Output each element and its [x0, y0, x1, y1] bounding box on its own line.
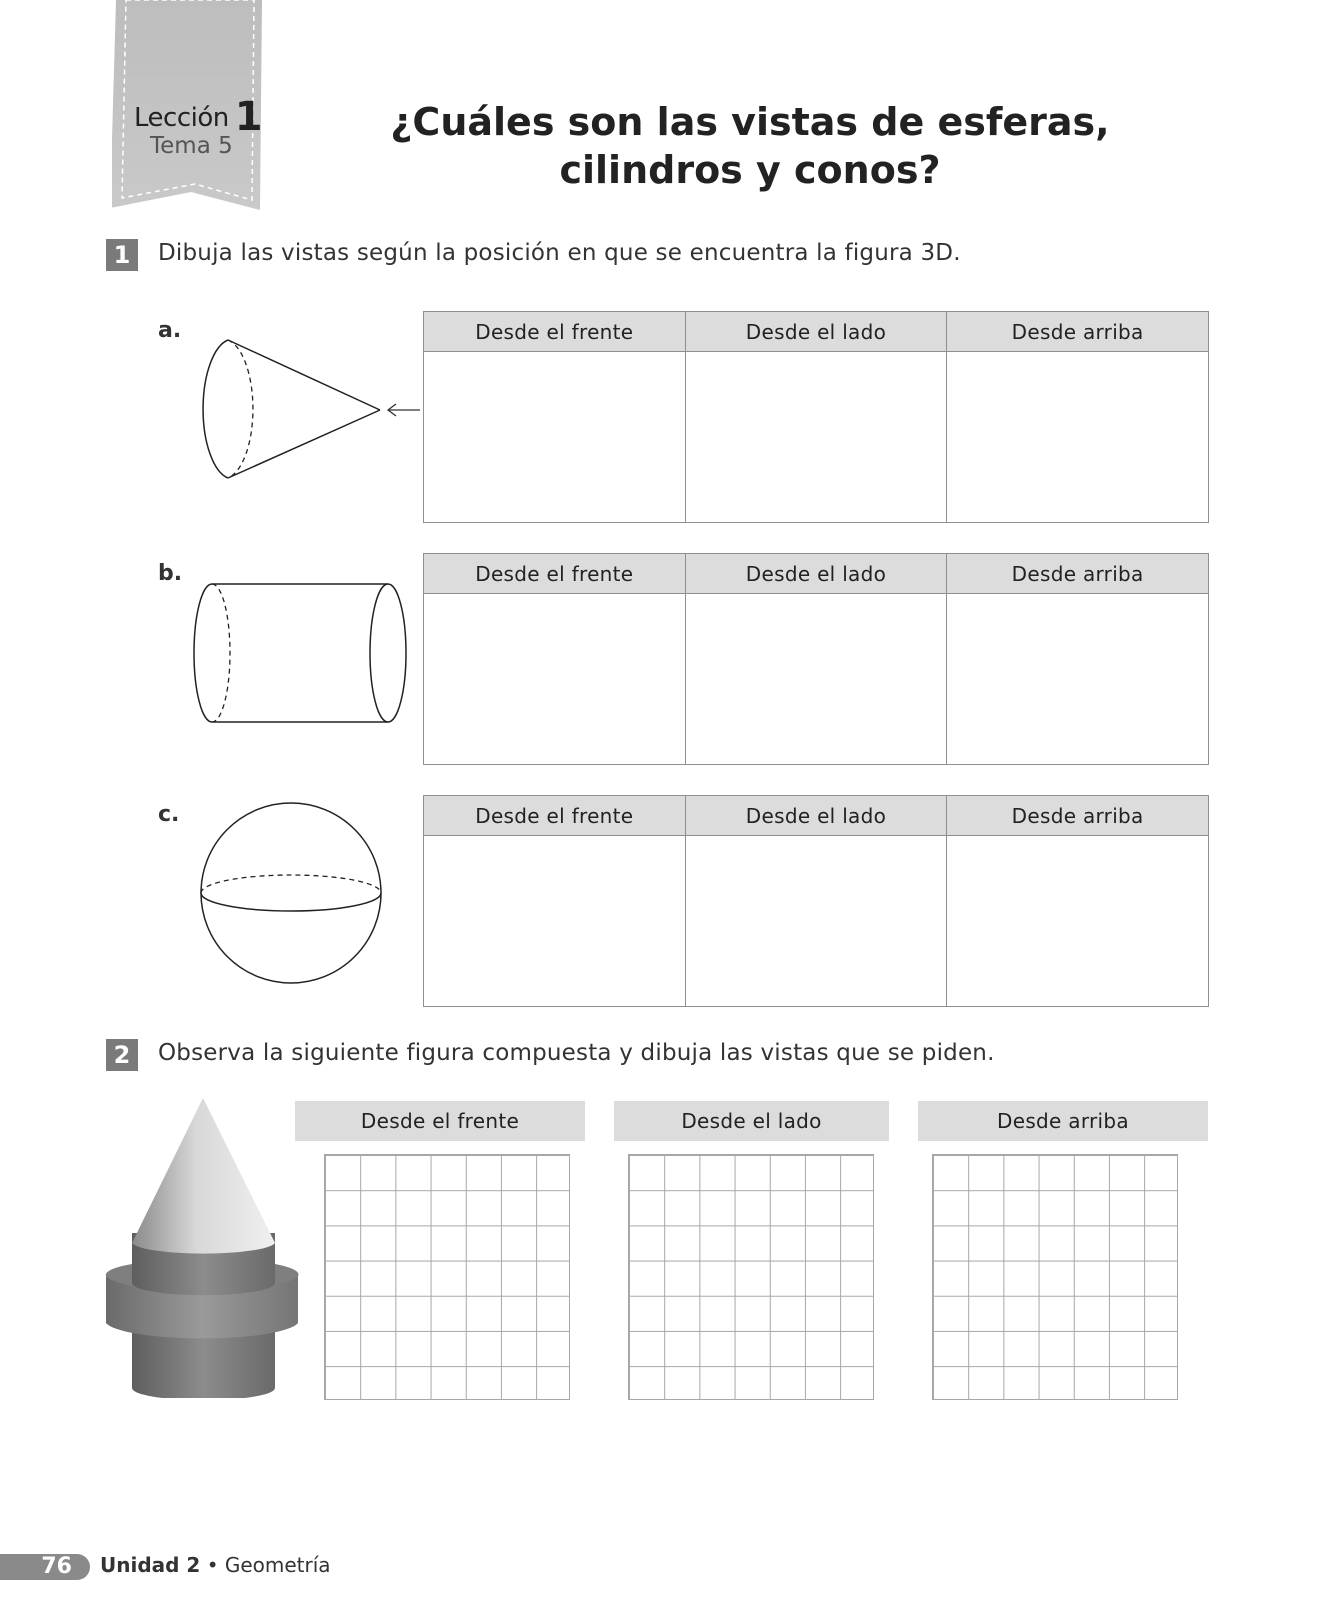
- header-top: Desde arriba: [947, 554, 1209, 594]
- view-header-top: Desde arriba: [918, 1101, 1208, 1141]
- item-a-letter: a.: [158, 318, 182, 343]
- cylinder-figure: [190, 578, 415, 728]
- footer-unit: [100, 1553, 331, 1577]
- header-top: Desde arriba: [947, 312, 1209, 352]
- header-front: Desde el frente: [424, 554, 686, 594]
- page-number: 76: [0, 1554, 90, 1580]
- tema-label: Tema 5: [150, 133, 233, 159]
- drawing-cell-side[interactable]: [685, 352, 947, 523]
- drawing-grid-front[interactable]: [324, 1154, 570, 1400]
- header-top: Desde arriba: [947, 796, 1209, 836]
- header-side: Desde el lado: [685, 554, 947, 594]
- drawing-cell-top[interactable]: [947, 352, 1209, 523]
- activity-2-badge: 2: [106, 1039, 138, 1071]
- footer-separator: •: [206, 1553, 219, 1577]
- drawing-cell-top[interactable]: [947, 594, 1209, 765]
- drawing-cell-front[interactable]: [424, 352, 686, 523]
- sphere-figure: [196, 800, 386, 990]
- lesson-label: Lección 1: [134, 94, 263, 140]
- drawing-cell-side[interactable]: [685, 594, 947, 765]
- view-block-side: [614, 1101, 889, 1400]
- item-c-letter: c.: [158, 802, 180, 827]
- activity-2-instruction: Observa la siguiente figura compuesta y dibuja las vistas que se piden.: [158, 1040, 995, 1066]
- unit-label: Unidad 2: [100, 1553, 201, 1577]
- drawing-cell-top[interactable]: [947, 836, 1209, 1007]
- header-front: Desde el frente: [424, 796, 686, 836]
- item-b-letter: b.: [158, 561, 183, 586]
- title-line-1: ¿Cuáles son las vistas de esferas,: [390, 100, 1110, 144]
- view-block-top: [918, 1101, 1208, 1400]
- title-line-2: cilindros y conos?: [559, 148, 941, 192]
- page-title: [380, 98, 1120, 194]
- lesson-ribbon: [112, 0, 264, 218]
- drawing-cell-front[interactable]: [424, 594, 686, 765]
- activity-1-instruction: Dibuja las vistas según la posición en que se encuentra la figura 3D.: [158, 240, 961, 266]
- composite-cone-cylinder-figure: [104, 1098, 300, 1398]
- arrow-left-icon: [388, 404, 420, 416]
- drawing-cell-front[interactable]: [424, 836, 686, 1007]
- lesson-number: 1: [234, 94, 263, 140]
- view-header-side: Desde el lado: [614, 1101, 889, 1141]
- views-table-c: [423, 795, 1209, 1007]
- drawing-grid-top[interactable]: [932, 1154, 1178, 1400]
- drawing-grid-side[interactable]: [628, 1154, 874, 1400]
- views-table-b: [423, 553, 1209, 765]
- drawing-cell-side[interactable]: [685, 836, 947, 1007]
- cone-figure: [190, 330, 425, 480]
- view-block-front: [295, 1101, 585, 1400]
- views-table-a: [423, 311, 1209, 523]
- activity-1-badge: 1: [106, 239, 138, 271]
- subject-label: Geometría: [224, 1553, 331, 1577]
- view-header-front: Desde el frente: [295, 1101, 585, 1141]
- header-side: Desde el lado: [685, 796, 947, 836]
- header-front: Desde el frente: [424, 312, 686, 352]
- header-side: Desde el lado: [685, 312, 947, 352]
